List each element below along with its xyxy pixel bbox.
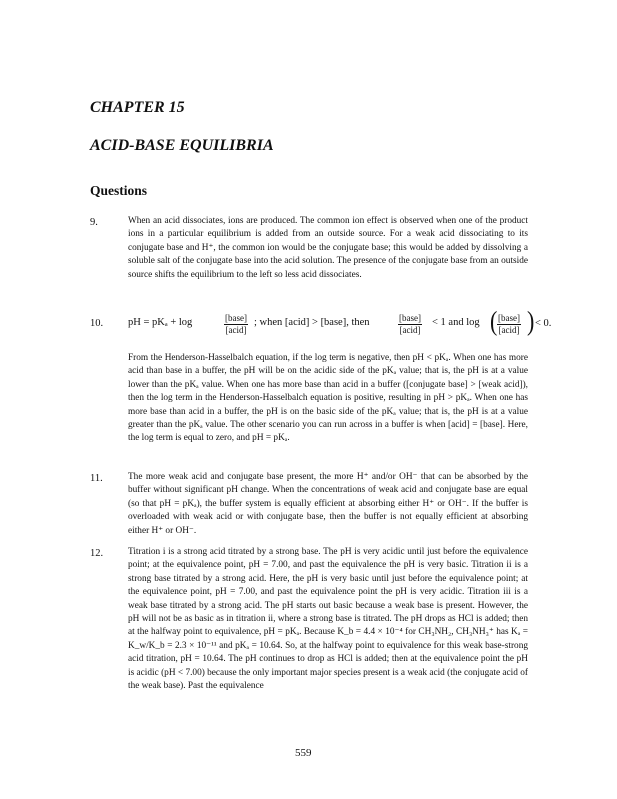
fraction-numerator: [base] [225, 313, 247, 323]
question-10-text: From the Henderson-Hasselbalch equation, if the log term is negative, then pH < pKₐ. When one has more acid than base in a buffer, the pH will be on the acidic side of the pKₐ value; that is, the pH is at a value lower than the pKₐ value. When one has more base than acid in a buffer ([conjugate base] > [weak acid]), then the log term in the Henderson-Hasselbalch equation is positive, resulting in pH > pKₐ. When one has more base than acid in a buffer, the pH is on the basic side of the pKₐ value; that is, the pH is at a value greater than the pKₐ value. The other scenario you can run across in a buffer is when [acid] = [base]. Here, the log term is equal to zero, and pH = pKₐ. [128, 353, 528, 444]
equation-fraction-1 [224, 313, 248, 336]
fraction-denominator: [acid] [399, 325, 421, 335]
equation-fraction-3 [497, 313, 521, 336]
question-11-text: The more weak acid and conjugate base present, the more H⁺ and/or OH⁻ that can be absorbed by the buffer without significant pH change. When the concentrations of weak acid and conjugate base are equal (so that pH = pKₐ), the buffer system is equally efficient at absorbing either H⁺ or OH⁻. If the buffer is overloaded with weak acid or with conjugate base, then the buffer is not equally efficient at absorbing either H⁺ or OH⁻. [128, 472, 528, 536]
question-12-text: Titration i is a strong acid titrated by a strong base. The pH is very acidic until just before the equivalence point; at the equivalence point, pH = 7.00, and past the equivalence the pH is very basic. Titration ii is a strong base titrated by a strong acid. Here, the pH is very basic until just before the equivalence point; at the equivalence point, pH = 7.00, and past the equivalence point the pH is very acidic. Titration iii is a weak base titrated by a strong acid. The pH starts out basic because a weak base is present. However, the pH will not be as basic as in titration ii, where a strong base is titrated. The pH drops as HCl is added; then at the halfway point to equivalence, pH = pKₐ. Because K_b = 4.4 × 10⁻⁴ for CH₃NH₂, CH₃NH₃⁺ has Kₐ = K_w/K_b = 2.3 × 10⁻¹¹ and pKₐ = 10.64. So, at the halfway point to equivalence for this weak base-strong acid titration, pH = 10.64. The pH continues to drop as HCl is added; then at the equivalence point the pH is acidic (pH < 7.00) because the only important major species present is a weak acid (the conjugate acid of the weak base). Past the equivalence [128, 547, 528, 692]
fraction-denominator: [acid] [225, 325, 247, 335]
fraction-numerator: [base] [399, 313, 421, 323]
fraction-denominator: [acid] [498, 325, 520, 335]
open-parenthesis: ( [490, 304, 498, 336]
question-11-number: 11. [90, 473, 103, 484]
question-10-number: 10. [90, 318, 104, 329]
chapter-number: CHAPTER 15 [90, 99, 185, 116]
fraction-numerator: [base] [498, 313, 520, 323]
question-9-text: When an acid dissociates, ions are produced. The common ion effect is observed when one of the product ions in a particular equilibrium is added from an outside source. For a weak acid dissociating to its conjugate base and H⁺, the common ion would be the conjugate base; this would be added by dissolving a soluble salt of the conjugate base into the acid solution. The presence of the conjugate base from an outside source shifts the equilibrium to the left so less acid dissociates. [128, 216, 528, 280]
section-heading: Questions [90, 183, 148, 198]
chapter-title: ACID-BASE EQUILIBRIA [90, 137, 274, 154]
equation-condition: ; when [acid] > [base], then [254, 317, 370, 328]
question-9-number: 9. [90, 217, 98, 228]
question-12-number: 12. [90, 548, 104, 559]
equation-fraction-2 [398, 313, 422, 336]
equation-less-than-one: < 1 and log [432, 317, 480, 328]
equation-end-visible: < 0. [535, 318, 552, 329]
equation-lhs: pH = pKₐ + log [128, 317, 193, 328]
page-number: 559 [295, 747, 312, 759]
henderson-hasselbalch-equation [128, 304, 535, 341]
close-parenthesis: ) [527, 304, 535, 336]
